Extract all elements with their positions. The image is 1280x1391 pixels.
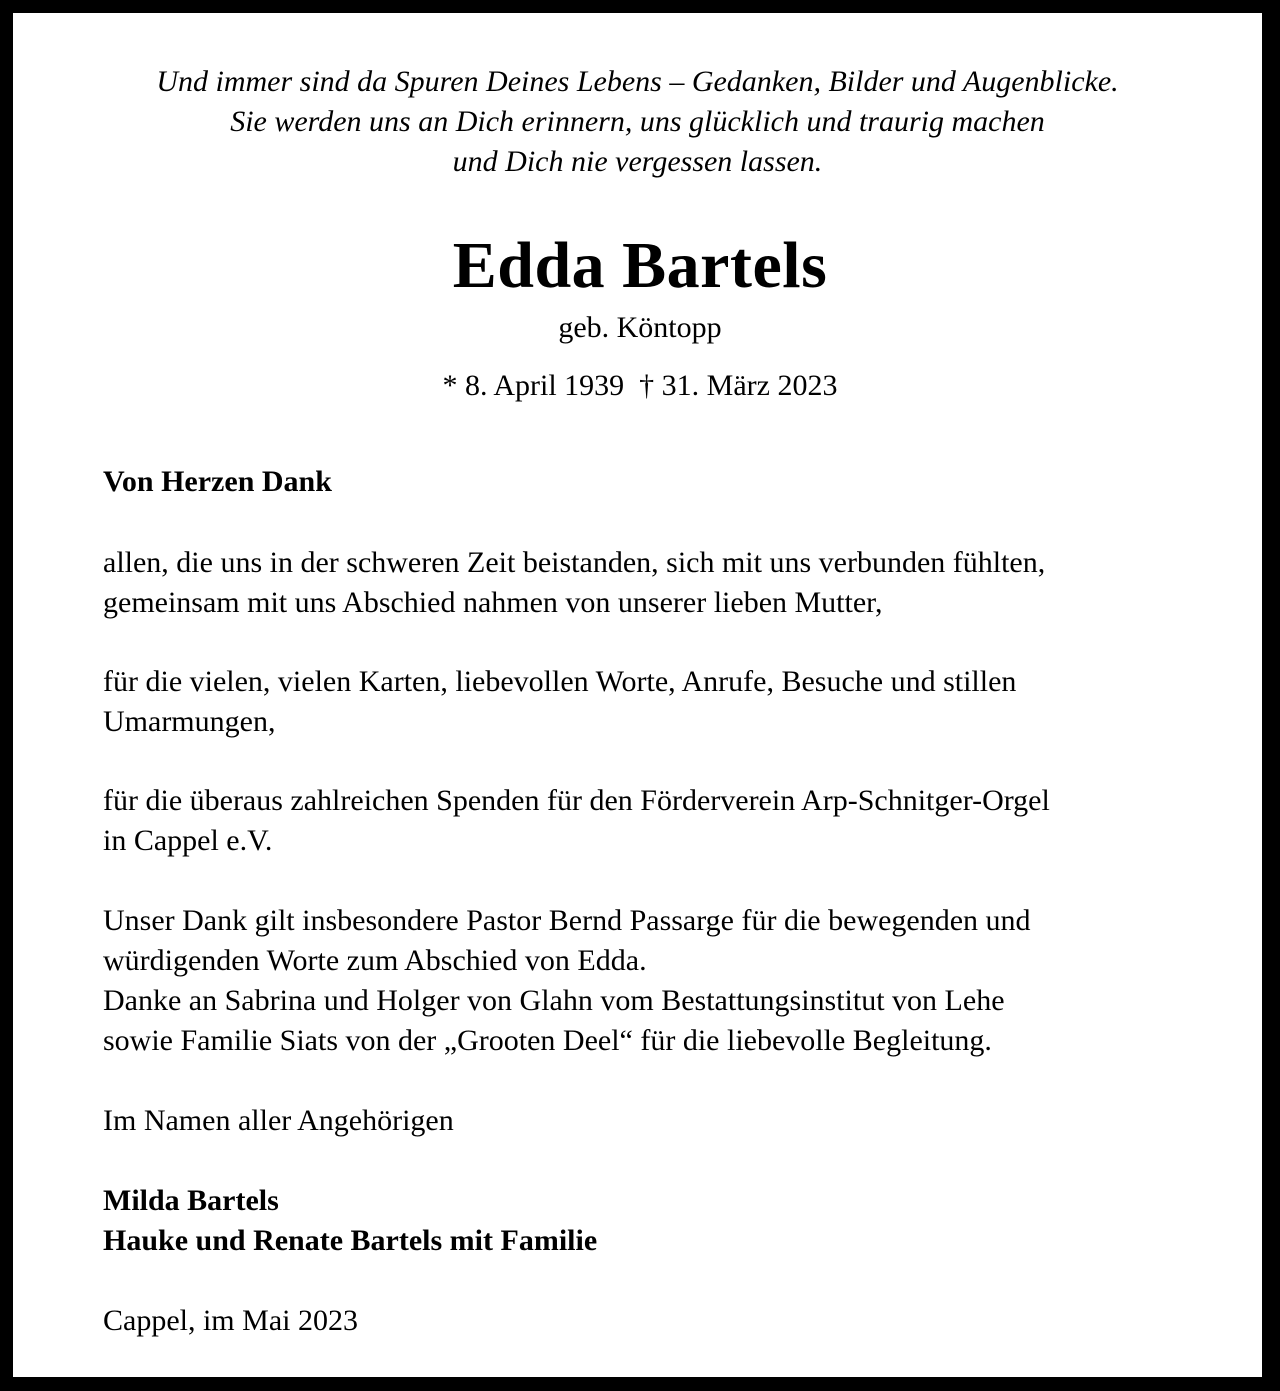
motto-verse	[13, 62, 1262, 182]
deceased-name: Edda Bartels	[452, 229, 828, 302]
signer-name: Milda Bartels	[103, 1184, 279, 1217]
paragraph-line: Unser Dank gilt insbesondere Pastor Bernd Passarge für die bewegenden und	[103, 904, 1031, 937]
life-dates: * 8. April 1939 † 31. März 2023	[442, 369, 838, 402]
birth-name: geb. Köntopp	[558, 311, 722, 344]
thanks-paragraph-3	[103, 781, 1243, 861]
paragraph-line: für die überaus zahlreichen Spenden für den Förderverein Arp-Schnitger-Orgel	[103, 784, 1050, 817]
paragraph-line: würdigenden Worte zum Abschied von Edda.	[103, 944, 647, 977]
paragraph-line: allen, die uns in der schweren Zeit beistanden, sich mit uns verbunden fühlten,	[103, 546, 1046, 579]
thanks-heading: Von Herzen Dank	[103, 465, 332, 498]
thanks-paragraph-2	[103, 662, 1243, 742]
thanks-paragraph-1	[103, 543, 1243, 623]
signer-name: Hauke und Renate Bartels mit Familie	[103, 1224, 598, 1257]
paragraph-line: sowie Familie Siats von der „Grooten Deel“ für die liebevolle Begleitung.	[103, 1024, 992, 1057]
motto-line: Sie werden uns an Dich erinnern, uns glücklich und traurig machen	[230, 105, 1045, 138]
paragraph-line: Umarmungen,	[103, 705, 276, 738]
closing-intro: Im Namen aller Angehörigen	[103, 1104, 454, 1137]
paragraph-line: für die vielen, vielen Karten, liebevollen Worte, Anrufe, Besuche und stillen	[103, 665, 1017, 698]
paragraph-line: in Cappel e.V.	[103, 824, 273, 857]
motto-line: Und immer sind da Spuren Deines Lebens – Gedanken, Bilder und Augenblicke.	[156, 65, 1119, 98]
motto-line: und Dich nie vergessen lassen.	[452, 145, 823, 178]
signers	[103, 1181, 1243, 1261]
thanks-paragraph-4	[103, 901, 1243, 1061]
paragraph-line: gemeinsam mit uns Abschied nahmen von unserer lieben Mutter,	[103, 586, 883, 619]
place-and-date: Cappel, im Mai 2023	[103, 1304, 358, 1337]
paragraph-line: Danke an Sabrina und Holger von Glahn vom Bestattungsinstitut von Lehe	[103, 984, 1005, 1017]
